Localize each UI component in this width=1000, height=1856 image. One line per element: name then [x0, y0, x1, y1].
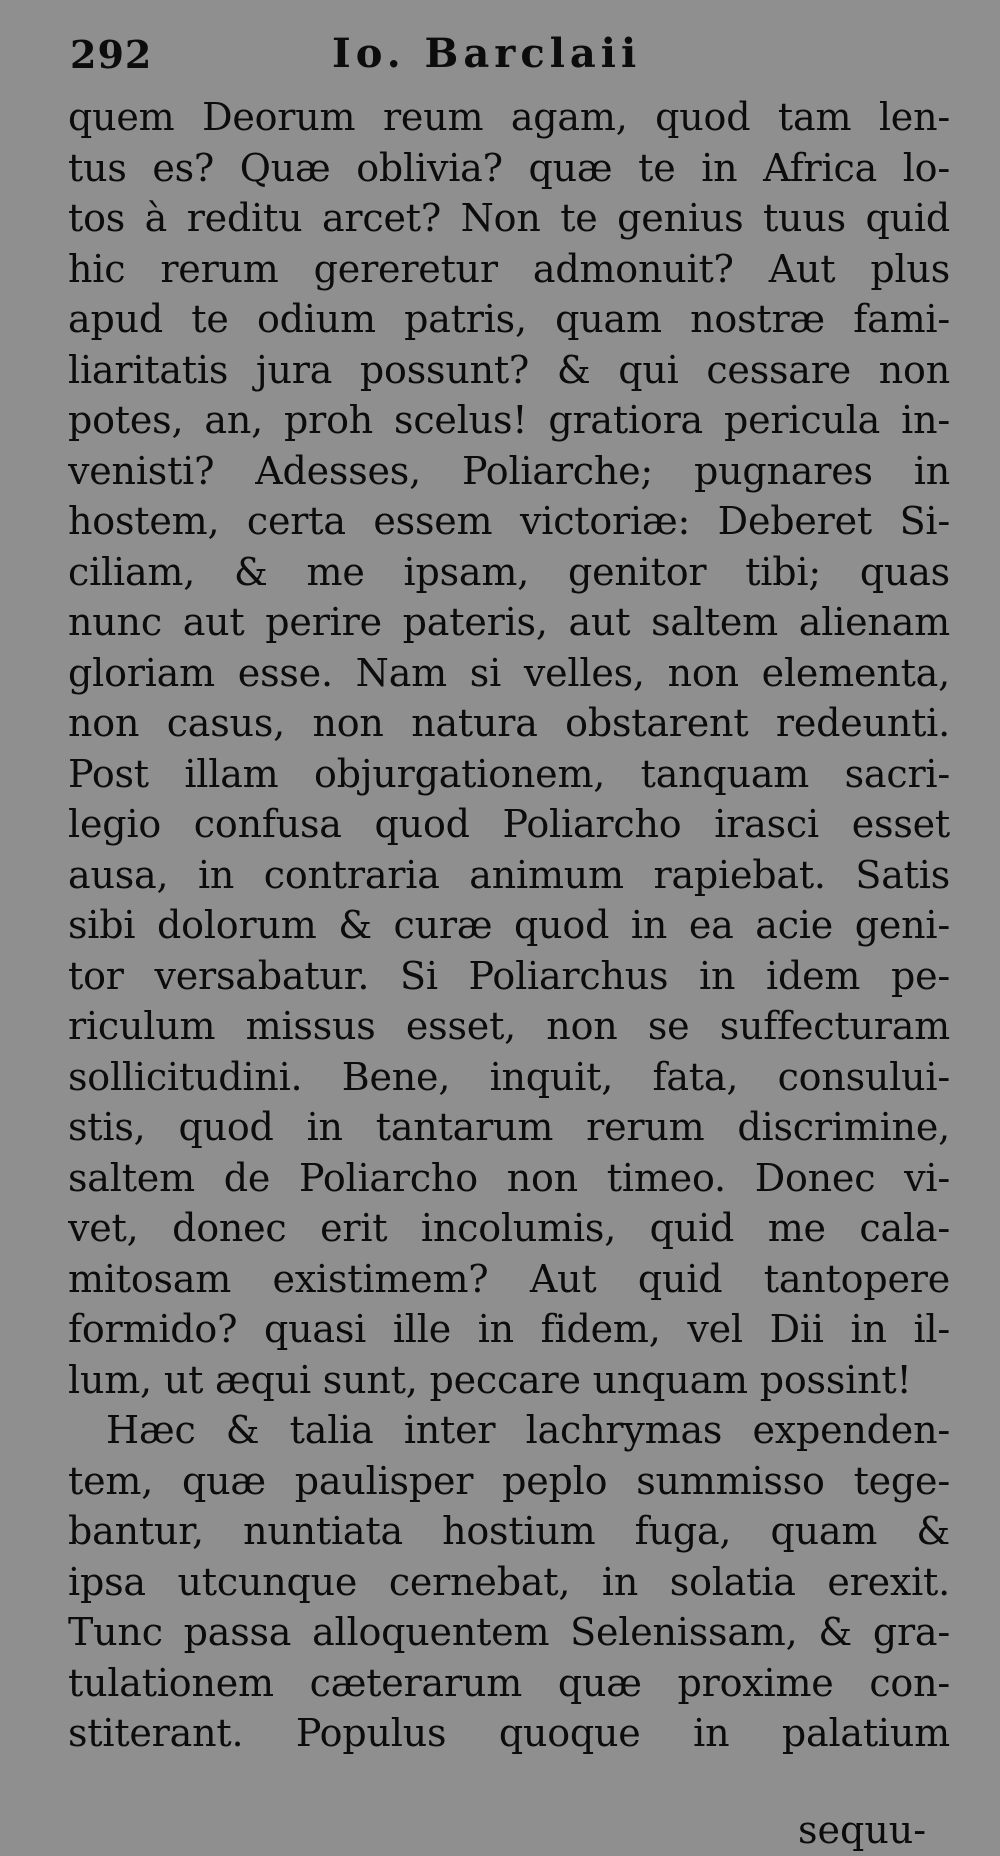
text-line: sibi dolorum & curæ quod in ea acie geni-	[68, 903, 950, 947]
text-line: gloriam esse. Nam si velles, non elementa,	[68, 650, 950, 695]
running-head: Io. Barclaii	[332, 30, 642, 77]
text-line: hostem, certa essem victoriæ: Deberet Si-	[68, 499, 950, 543]
text-line: vet, donec erit incolumis, quid me cala-	[68, 1206, 950, 1250]
text-line: Hæc & talia inter lachrymas expenden-	[106, 1408, 950, 1452]
text-line: Post illam objurgationem, tanquam sacri-	[68, 751, 950, 796]
text-line: venisti? Adesses, Poliarche; pugnares in	[68, 448, 950, 493]
text-line: liaritatis jura possunt? & qui cessare non	[68, 347, 950, 392]
text-line: riculum missus esset, non se suffecturam	[68, 1004, 950, 1048]
text-line: non casus, non natura obstarent redeunti.	[68, 701, 950, 745]
page-number: 292	[70, 32, 153, 77]
page-header	[70, 22, 970, 92]
text-line: apud te odium patris, quam nostræ fami-	[68, 297, 950, 341]
text-line: ciliam, & me ipsam, genitor tibi; quas	[68, 549, 950, 594]
catchword: sequu-	[798, 1808, 927, 1852]
text-line: Tunc passa alloquentem Selenissam, & gra-	[68, 1610, 950, 1654]
text-line: legio confusa quod Poliarcho irasci esset	[68, 802, 950, 846]
text-line: mitosam existimem? Aut quid tantopere	[68, 1256, 950, 1301]
text-line: tulationem cæterarum quæ proxime con-	[68, 1660, 950, 1705]
text-line: bantur, nuntiata hostium fuga, quam &	[68, 1509, 950, 1553]
text-line: tor versabatur. Si Poliarchus in idem pe-	[68, 953, 950, 998]
text-line: ipsa utcunque cernebat, in solatia erexit.	[68, 1559, 950, 1604]
text-line: stis, quod in tantarum rerum discrimine,	[68, 1105, 950, 1149]
text-line: quem Deorum reum agam, quod tam len-	[68, 95, 950, 139]
text-line: tos à reditu arcet? Non te genius tuus quid	[68, 196, 950, 240]
text-line: tem, quæ paulisper peplo summisso tege-	[68, 1458, 950, 1503]
body-text	[68, 92, 950, 1759]
text-line: tus es? Quæ oblivia? quæ te in Africa lo-	[68, 145, 950, 190]
text-line: stiterant. Populus quoque in palatium	[68, 1711, 950, 1755]
text-line: formido? quasi ille in fidem, vel Dii in il-	[68, 1307, 950, 1351]
text-line: potes, an, proh scelus! gratiora pericula in-	[68, 398, 950, 442]
text-line: nunc aut perire pateris, aut saltem alienam	[68, 600, 950, 644]
text-line: lum, ut æqui sunt, peccare unquam possint!	[68, 1357, 912, 1402]
text-line: saltem de Poliarcho non timeo. Donec vi-	[68, 1155, 950, 1200]
text-line: hic rerum gereretur admonuit? Aut plus	[68, 246, 950, 291]
text-line: sollicitudini. Bene, inquit, fata, consului-	[68, 1054, 950, 1099]
text-line: ausa, in contraria animum rapiebat. Satis	[68, 852, 950, 897]
